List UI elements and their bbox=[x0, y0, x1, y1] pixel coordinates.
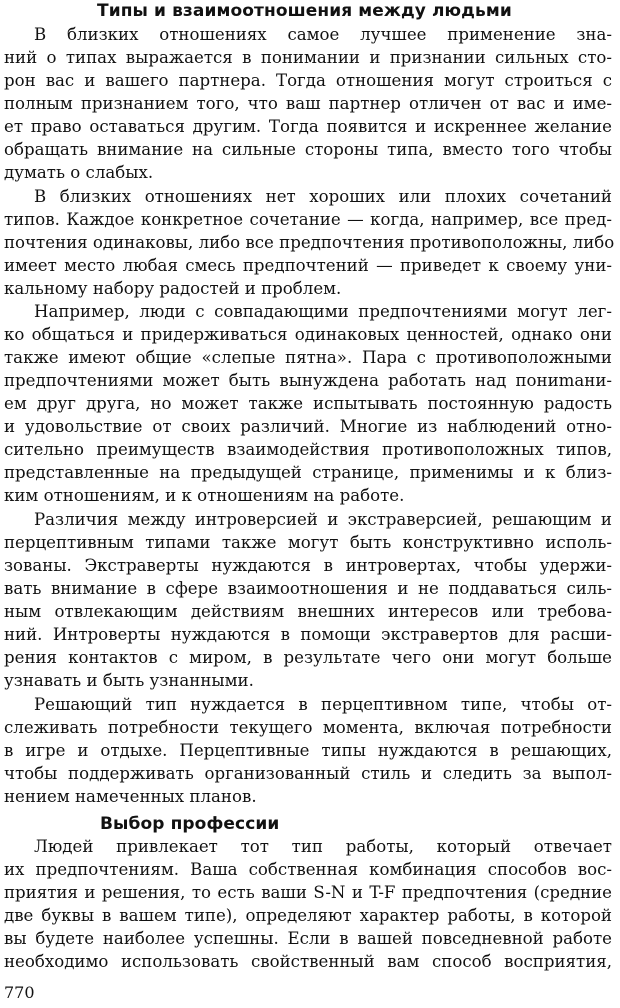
text-line: слеживать потребности текущего момента, включая потребности bbox=[4, 718, 612, 737]
text-line: В близких отношениях самое лучшее применение зна- bbox=[34, 25, 612, 44]
text-line: вы будете наиболее успешны. Если в вашей повседневной работе bbox=[4, 929, 612, 948]
text-line: полным признанием того, что ваш партнер отличен от вас и име- bbox=[4, 94, 612, 113]
text-line: сительно преимуществ взаимодействия противоположных типов, bbox=[4, 440, 612, 459]
text-line: ет право оставаться другим. Тогда появится и искреннее желание bbox=[4, 117, 612, 136]
text-line: почтения одинаковы, либо все предпочтения противоположны, либо bbox=[4, 233, 615, 252]
text-line: необходимо использовать свойственный вам способ восприятия, bbox=[4, 952, 612, 971]
text-line: В близких отношениях нет хороших или плохих сочетаний bbox=[34, 187, 612, 206]
text-line: ний о типах выражается в понимании и признании сильных сто- bbox=[4, 48, 612, 67]
text-line: приятия и решения, то есть ваши S-N и T-F предпочтения (средние bbox=[4, 883, 612, 902]
text-line: обращать внимание на сильные стороны типа, вместо того чтобы bbox=[4, 140, 612, 159]
text-line: ким отношениям, и к отношениям на работе. bbox=[4, 486, 405, 505]
text-line: рон вас и вашего партнера. Тогда отношения могут строиться с bbox=[4, 71, 612, 90]
text-line: нением намеченных планов. bbox=[4, 787, 257, 806]
text-line: зованы. Экстраверты нуждаются в интровертах, чтобы удержи- bbox=[4, 556, 612, 575]
text-line: их предпочтениям. Ваша собственная комбинация способов вос- bbox=[4, 860, 612, 879]
page-number: 770 bbox=[4, 983, 35, 1002]
text-line: думать о слабых. bbox=[4, 163, 154, 182]
text-line: перцептивным типами также могут быть конструктивно исполь- bbox=[4, 533, 612, 552]
text-line: Решающий тип нуждается в перцептивном типе, чтобы от- bbox=[34, 695, 612, 714]
text-line: представленные на предыдущей странице, применимы и к близ- bbox=[4, 463, 612, 482]
text-line: также имеют общие «слепые пятна». Пара с противоположными bbox=[4, 348, 612, 367]
text-line: вать внимание в сфере взаимоотношения и не поддаваться силь- bbox=[4, 579, 612, 598]
text-line: в игре и отдыхе. Перцептивные типы нуждаются в решающих, bbox=[4, 741, 612, 760]
section-heading-career-choice: Выбор профессии bbox=[100, 814, 280, 834]
text-line: узнавать и быть узнанными. bbox=[4, 671, 254, 690]
text-line: кальному набору радостей и проблем. bbox=[4, 279, 342, 298]
text-line: предпочтениями может быть вынуждена работать над пониmани- bbox=[4, 371, 612, 390]
text-line: ным отвлекающим действиям внешних интересов или требова- bbox=[4, 602, 612, 621]
text-line: типов. Каждое конкретное сочетание — когда, например, все пред- bbox=[4, 210, 612, 229]
text-line: имеет место любая смесь предпочтений — приведет к своему уни- bbox=[4, 256, 612, 275]
text-line: Например, люди с совпадающими предпочтениями могут лег- bbox=[34, 302, 612, 321]
text-line: чтобы поддерживать организованный стиль и следить за выпол- bbox=[4, 764, 612, 783]
text-line: Людей привлекает тот тип работы, который отвечает bbox=[34, 837, 612, 856]
text-line: рения контактов с миром, в результате чего они могут больше bbox=[4, 648, 612, 667]
text-line: ко общаться и придерживаться одинаковых ценностей, однако они bbox=[4, 325, 612, 344]
section-heading-relationships: Типы и взаимоотношения между людьми bbox=[97, 1, 512, 21]
text-line: две буквы в вашем типе), определяют характер работы, в которой bbox=[4, 906, 612, 925]
text-line: Различия между интроверсией и экстраверсией, решающим и bbox=[34, 510, 612, 529]
text-line: и удовольствие от своих различий. Многие из наблюдений отно- bbox=[4, 417, 612, 436]
text-line: ний. Интроверты нуждаются в помощи экстравертов для расши- bbox=[4, 625, 612, 644]
text-line: ем друг друга, но может также испытывать постоянную радость bbox=[4, 394, 612, 413]
